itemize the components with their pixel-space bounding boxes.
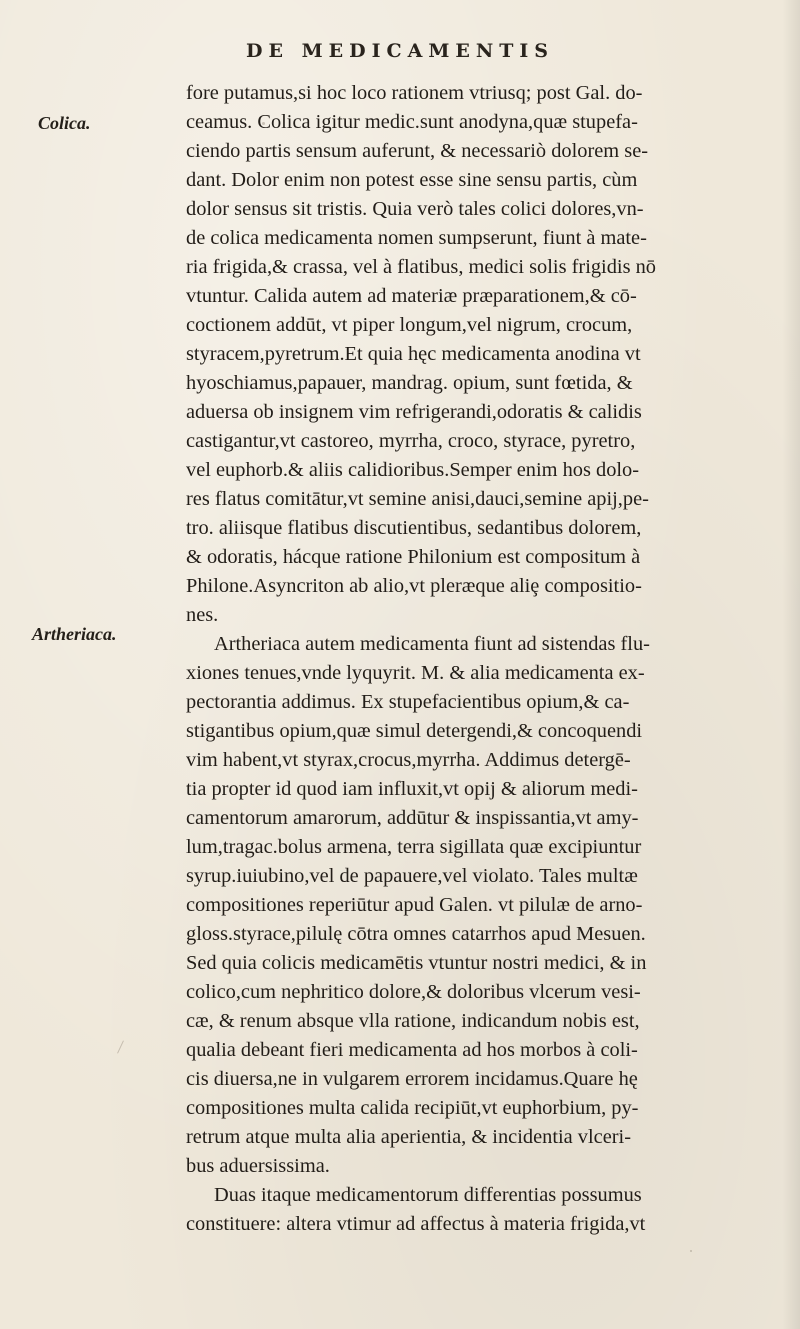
text-line: compositiones reperiūtur apud Galen. vt pilulæ de arno- xyxy=(186,894,643,916)
text-line: hyoschiamus,papauer, mandrag. opium, sunt fœtida, & xyxy=(186,372,633,394)
text-line: res flatus comitātur,vt semine anisi,dauci,semine apij,pe- xyxy=(186,488,649,510)
text-line: nes. xyxy=(186,604,219,626)
text-line: ceamus. Colica igitur medic.sunt anodyna,quæ stupefa- xyxy=(186,111,638,133)
running-head: DE MEDICAMENTIS xyxy=(246,40,554,62)
text-line: tro. aliisque flatibus discutientibus, sedantibus dolorem, xyxy=(186,517,642,539)
text-line: constituere: altera vtimur ad affectus à materia frigida,vt xyxy=(186,1213,646,1235)
marginal-note-colica: Colica. xyxy=(38,113,91,133)
text-line: vel euphorb.& aliis calidioribus.Semper enim hos dolo- xyxy=(186,459,640,481)
marginal-note-artheriaca: Artheriaca. xyxy=(32,624,117,644)
text-line: fore putamus,si hoc loco rationem vtriusq; post Gal. do- xyxy=(186,82,643,104)
text-line: ria frigida,& crassa, vel à flatibus, medici solis frigidis nō xyxy=(186,256,657,278)
text-line: Duas itaque medicamentorum differentias possumus xyxy=(214,1184,642,1206)
text-line: qualia debeant fieri medicamenta ad hos morbos à coli- xyxy=(186,1039,638,1061)
text-line: syrup.iuiubino,vel de papauere,vel violato. Tales multæ xyxy=(186,865,638,887)
text-line: dant. Dolor enim non potest esse sine sensu partis, cùm xyxy=(186,169,638,191)
text-line: tia propter id quod iam influxit,vt opij & aliorum medi- xyxy=(186,778,638,800)
text-line: Philone.Asyncriton ab alio,vt pleræque aliȩ compositio- xyxy=(186,575,642,597)
text-line: styracem,pyretrum.Et quia hęc medicamenta anodina vt xyxy=(186,343,641,365)
body-text xyxy=(186,79,776,1239)
text-line: bus aduersissima. xyxy=(186,1155,330,1177)
text-line: dolor sensus sit tristis. Quia verò tales colici dolores,vn- xyxy=(186,198,644,220)
text-line: lum,tragac.bolus armena, terra sigillata quæ excipiuntur xyxy=(186,836,642,858)
text-line: xiones tenues,vnde lyquyrit. M. & alia medicamenta ex- xyxy=(186,662,645,684)
text-line: gloss.styrace,pilulę cōtra omnes catarrhos apud Mesuen. xyxy=(186,923,646,945)
text-line: pectorantia addimus. Ex stupefacientibus opium,& ca- xyxy=(186,691,630,713)
page-edge-shadow xyxy=(782,0,800,1329)
text-line: ciendo partis sensum auferunt, & necessariò dolorem se- xyxy=(186,140,649,162)
text-line: stigantibus opium,quæ simul detergendi,& concoquendi xyxy=(186,720,643,742)
text-line: retrum atque multa alia aperientia, & incidentia vlceri- xyxy=(186,1126,631,1148)
text-line: vtuntur. Calida autem ad materiæ præparationem,& cō- xyxy=(186,285,637,307)
text-line: Artheriaca autem medicamenta fiunt ad sistendas flu- xyxy=(214,633,650,655)
ink-speck xyxy=(690,1250,692,1252)
ink-speck xyxy=(117,1040,124,1053)
text-line: Sed quia colicis medicamētis vtuntur nostri medici, & in xyxy=(186,952,647,974)
text-line: camentorum amarorum, addūtur & inspissantia,vt amy- xyxy=(186,807,639,829)
text-line: colico,cum nephritico dolore,& doloribus vlcerum vesi- xyxy=(186,981,641,1003)
text-line: cæ, & renum absque vlla ratione, indicandum nobis est, xyxy=(186,1010,640,1032)
text-line: coctionem addūt, vt piper longum,vel nigrum, crocum, xyxy=(186,314,633,336)
text-line: aduersa ob insignem vim refrigerandi,odoratis & calidis xyxy=(186,401,642,423)
text-line: & odoratis, hácque ratione Philonium est compositum à xyxy=(186,546,641,568)
text-line: cis diuersa,ne in vulgarem errorem incidamus.Quare hę xyxy=(186,1068,638,1090)
text-line: compositiones multa calida recipiūt,vt euphorbium, py- xyxy=(186,1097,639,1119)
ink-speck xyxy=(262,122,265,125)
text-line: castigantur,vt castoreo, myrrha, croco, styrace, pyretro, xyxy=(186,430,636,452)
text-line: de colica medicamenta nomen sumpserunt, fiunt à mate- xyxy=(186,227,647,249)
text-line: vim habent,vt styrax,crocus,myrrha. Addimus detergē- xyxy=(186,749,631,771)
